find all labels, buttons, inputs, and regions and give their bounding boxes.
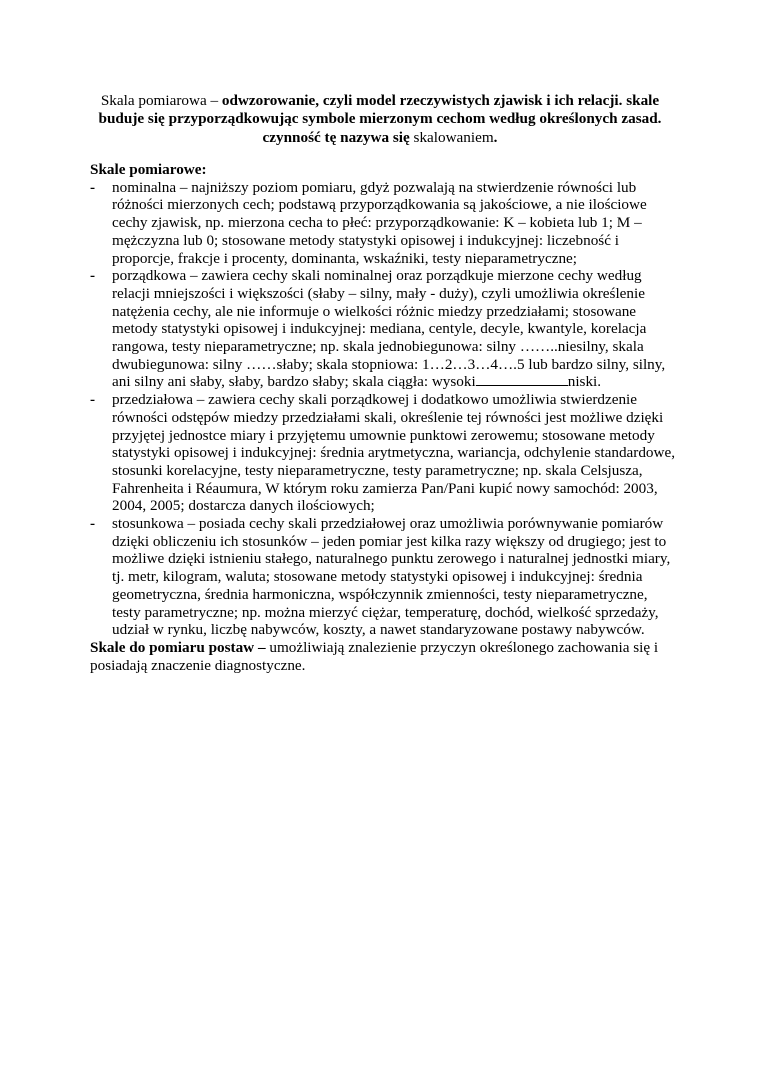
list-item-text: nominalna – najniższy poziom pomiaru, gdyż pozwalają na stwierdzenie równości lub różności mierzonych cech; podstawą przyporządkowania są jakościowe, a nie ilościowe cechy zjawisk, np. mierzona cecha to płeć: przyporządkowanie: K – kobieta lub 1; M – mężczyzna lub 0; stosowane metody statystyki opisowej i indukcyjnej: liczebność i proporcje, frakcje i procenty, dominanta, wskaźniki, testy nieparametryczne; bbox=[112, 178, 647, 267]
intro-text-definition: odwzorowanie, czyli model rzeczywistych zjawisk i ich relacji. skale buduje się przyporządkowując symbole mierzonym cechom według określonych zasad. czynność tę nazywa się bbox=[98, 92, 662, 146]
intro-paragraph bbox=[92, 92, 668, 147]
intro-text-lead: Skala pomiarowa – bbox=[100, 92, 222, 109]
main-content bbox=[90, 161, 678, 674]
intro-text-period: . bbox=[493, 128, 498, 146]
list-item-text: przedziałowa – zawiera cechy skali porządkowej i dodatkowo umożliwia stwierdzenie równości odstępów miedzy przedziałami skali, określenie tej równości jest możliwe dzięki przyjętej jednostce miary i przyjętemu umownie punktowi zerowemu; stosowane metody statystyki opisowej i indukcyjnej: średnia arytmetyczna, wariancja, odchylenie standardowe, stosunki korelacyjne, testy nieparametryczne, testy parametryczne; np. skala Celsjusza, Fahrenheita i Réaumura, W którym roku zamierza Pan/Pani kupić nowy samochód: 2003, 2004, 2005; dostarcza danych ilościowych; bbox=[112, 391, 676, 515]
list-item-interval bbox=[90, 391, 678, 515]
list-item-text: stosunkowa – posiada cechy skali przedziałowej oraz umożliwia porównywanie pomiarów dzięki obliczeniu ich stosunków – jeden pomiar jest kilka razy większy od drugiego; jest to możliwe dzięki istnieniu stałego, naturalnego punktu zerowego i naturalnej jednostki miary, tj. metr, kilogram, waluta; stosowane metody statystyki opisowej i indukcyjnej: średnia geometryczna, średnia harmoniczna, współczynnik zmienności, testy nieparametryczne, testy parametryczne; np. można mierzyć ciężar, temperaturę, dochód, wielkość sprzedaży, udział w rynku, liczbę nabywców, koszty, a nawet standaryzowane postawy nabywców. bbox=[112, 515, 671, 639]
bullet-dash: - bbox=[90, 515, 96, 533]
bullet-dash: - bbox=[90, 178, 96, 196]
list-item-text-end: niski. bbox=[567, 373, 602, 391]
section-title: Skale pomiarowe: bbox=[90, 161, 207, 178]
blank-line bbox=[476, 373, 568, 386]
bullet-dash: - bbox=[90, 267, 96, 285]
intro-text-term: skalowaniem bbox=[409, 128, 494, 146]
list-item-ratio bbox=[90, 515, 678, 639]
bullet-dash: - bbox=[90, 391, 96, 409]
list-item-ordinal bbox=[90, 267, 678, 391]
list-item-nominal bbox=[90, 179, 678, 268]
scale-list bbox=[90, 179, 678, 639]
closing-term: Skale do pomiaru postaw – bbox=[90, 638, 266, 656]
closing-paragraph bbox=[90, 639, 678, 674]
list-item-text: porządkowa – zawiera cechy skali nominalnej oraz porządkuje mierzone cechy według relacji mniejszości i większości (słaby – silny, mały - duży), czyli umożliwia określenie natężenia cechy, ale nie informuje o wielkości różnic miedzy przedziałami; stosowane metody statystyki opisowej i indukcyjnej: mediana, centyle, decyle, kwantyle, korelacja rangowa, testy nieparametryczne; np. skala jednobiegunowa: silny ……..niesilny, skala dwubiegunowa: silny ……słaby; skala stopniowa: 1…2…3…4….5 lub bardzo silny, silny, ani silny ani słaby, słaby, bardzo słaby; skala ciągła: wysoki bbox=[112, 267, 666, 391]
closing-text: umożliwiają znalezienie przyczyn określonego zachowania się i posiadają znaczenie diagnostyczne. bbox=[90, 638, 659, 674]
